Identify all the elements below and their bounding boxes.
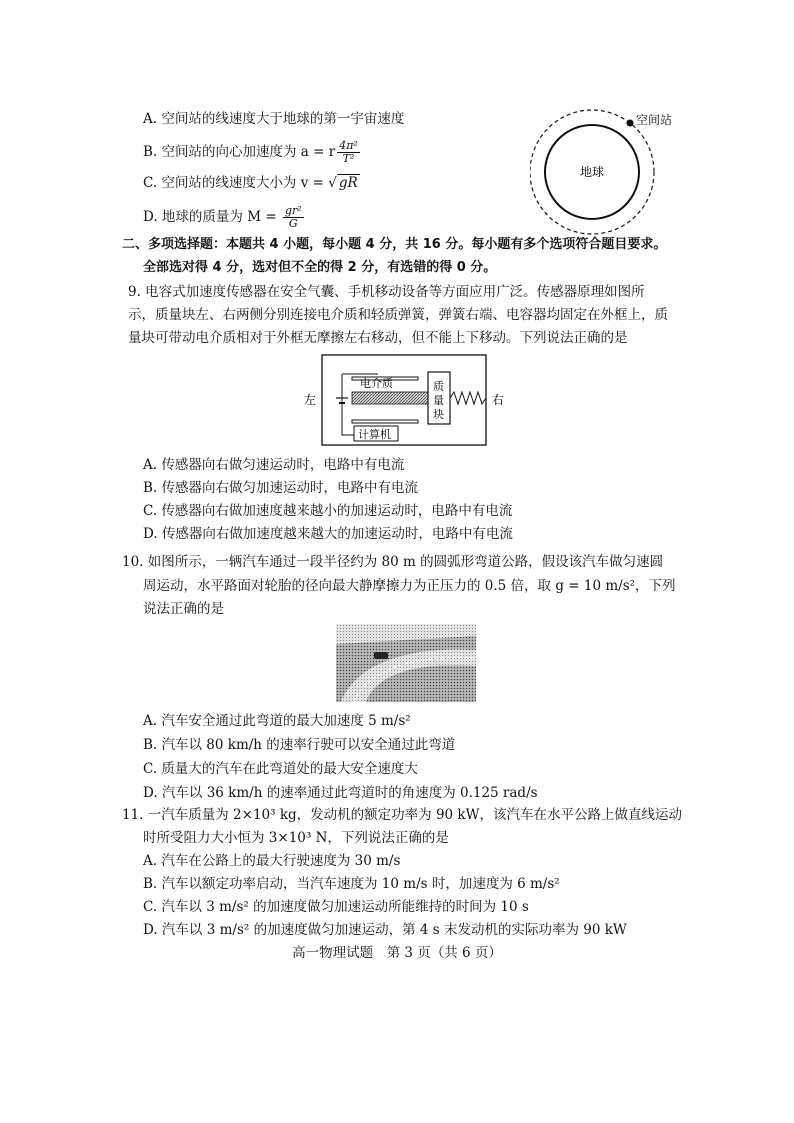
spring <box>450 392 486 404</box>
q9-option-c: C. 传感器向右做加速度越来越小的加速运动时，电路中有电流 <box>143 503 513 519</box>
capacitor-plate-bottom <box>352 420 418 423</box>
q11-stem-line2: 时所受阻力大小恒为 3×10³ N，下列说法正确的是 <box>143 830 449 846</box>
q10-option-a: A. 汽车安全通过此弯道的最大加速度 5 m/s² <box>143 713 411 729</box>
mass-label-2: 量 <box>433 394 444 407</box>
q8-option-b-fraction <box>337 140 360 165</box>
q11-option-a: A. 汽车在公路上的最大行驶速度为 30 m/s <box>143 853 401 869</box>
mass-label-1: 质 <box>433 380 444 393</box>
q9-option-d: D. 传感器向右做加速度越来越大的加速运动时，电路中有电流 <box>143 526 513 542</box>
car-icon <box>374 652 388 659</box>
section2-header-line2: 全部选对得 4 分，选对但不全的得 2 分，有选错的得 0 分。 <box>143 260 497 275</box>
q10-stem-line2: 周运动，水平路面对轮胎的径向最大静摩擦力为正压力的 0.5 倍，取 g = 10 m/s²，下列 <box>143 578 676 594</box>
q11-option-d: D. 汽车以 3 m/s² 的加速度做匀加速运动，第 4 s 末发动机的实际功率为 90 kW <box>143 922 627 938</box>
q9-option-a: A. 传感器向右做匀速运动时，电路中有电流 <box>143 457 405 473</box>
space-station-label: 空间站 <box>636 113 673 127</box>
q10-option-b: B. 汽车以 80 km/h 的速率行驶可以安全通过此弯道 <box>143 737 456 753</box>
earth-orbit-figure <box>530 108 680 244</box>
q8-option-c-root: gR <box>338 175 358 191</box>
q10-stem-line3: 说法正确的是 <box>143 601 224 617</box>
q8-option-b <box>143 140 362 165</box>
section2-header-line1: 二、多项选择题：本题共 4 小题，每小题 4 分，共 16 分。每小题有多个选项符合题目要求。 <box>122 237 667 252</box>
q11-option-b: B. 汽车以额定功率启动，当汽车速度为 10 m/s 时，加速度为 6 m/s² <box>143 876 560 892</box>
q10-stem-line1: 10. 如图所示，一辆汽车通过一段半径约为 80 m 的圆弧形弯道公路，假设该汽车做匀速圆 <box>122 554 664 570</box>
q10-option-d: D. 汽车以 36 km/h 的速率通过此弯道时的角速度为 0.125 rad/s <box>143 785 538 801</box>
q9-stem-line2: 示，质量块左、右两侧分别连接电介质和轻质弹簧，弹簧右端、电容器均固定在外框上，质 <box>128 307 668 323</box>
q8-option-c-text: C. 空间站的线速度大小为 v = <box>143 175 329 191</box>
label-right: 右 <box>492 393 505 407</box>
q8-option-d-denominator: G <box>288 217 298 230</box>
q11-option-c: C. 汽车以 3 m/s² 的加速度做匀加速运动所能维持的时间为 10 s <box>143 899 529 915</box>
label-left: 左 <box>304 393 317 407</box>
computer-label: 计算机 <box>358 428 391 441</box>
curved-road-photo <box>336 624 476 702</box>
q9-option-b: B. 传感器向右做匀加速运动时，电路中有电流 <box>143 480 419 496</box>
mass-label-3: 块 <box>433 408 444 421</box>
space-station-dot <box>627 120 634 127</box>
q8-option-d <box>143 205 306 230</box>
q10-option-c: C. 质量大的汽车在此弯道处的最大安全速度大 <box>143 761 418 777</box>
accelerometer-figure <box>300 352 530 452</box>
page-footer: 高一物理试题 第 3 页（共 6 页） <box>292 945 502 961</box>
q8-option-b-numerator: 4π² <box>339 139 358 152</box>
q8-option-c: C. 空间站的线速度大小为 v = √ gR <box>143 175 358 191</box>
dielectric-label: 电介质 <box>360 377 393 390</box>
q8-option-d-fraction <box>283 205 304 230</box>
wire-left <box>342 374 354 435</box>
q8-option-b-text: B. 空间站的向心加速度为 a = r <box>143 144 336 160</box>
q9-stem-line3: 量块可带动电介质相对于外框无摩擦左右移动，但不能上下移动。下列说法正确的是 <box>128 330 628 346</box>
q8-option-b-denominator: T² <box>342 152 355 165</box>
earth-label: 地球 <box>579 165 605 179</box>
q11-stem-line1: 11. 一汽车质量为 2×10³ kg，发动机的额定功率为 90 kW，该汽车在水平公路上做直线运动 <box>122 807 682 823</box>
q8-option-d-text: D. 地球的质量为 M = <box>143 209 281 225</box>
q8-option-d-numerator: gr² <box>284 204 302 217</box>
q8-option-a: A. 空间站的线速度大于地球的第一宇宙速度 <box>143 111 405 127</box>
q9-stem-line1: 9. 电容式加速度传感器在安全气囊、手机移动设备等方面应用广泛。传感器原理如图所 <box>128 284 645 300</box>
dielectric-slab <box>352 392 428 404</box>
